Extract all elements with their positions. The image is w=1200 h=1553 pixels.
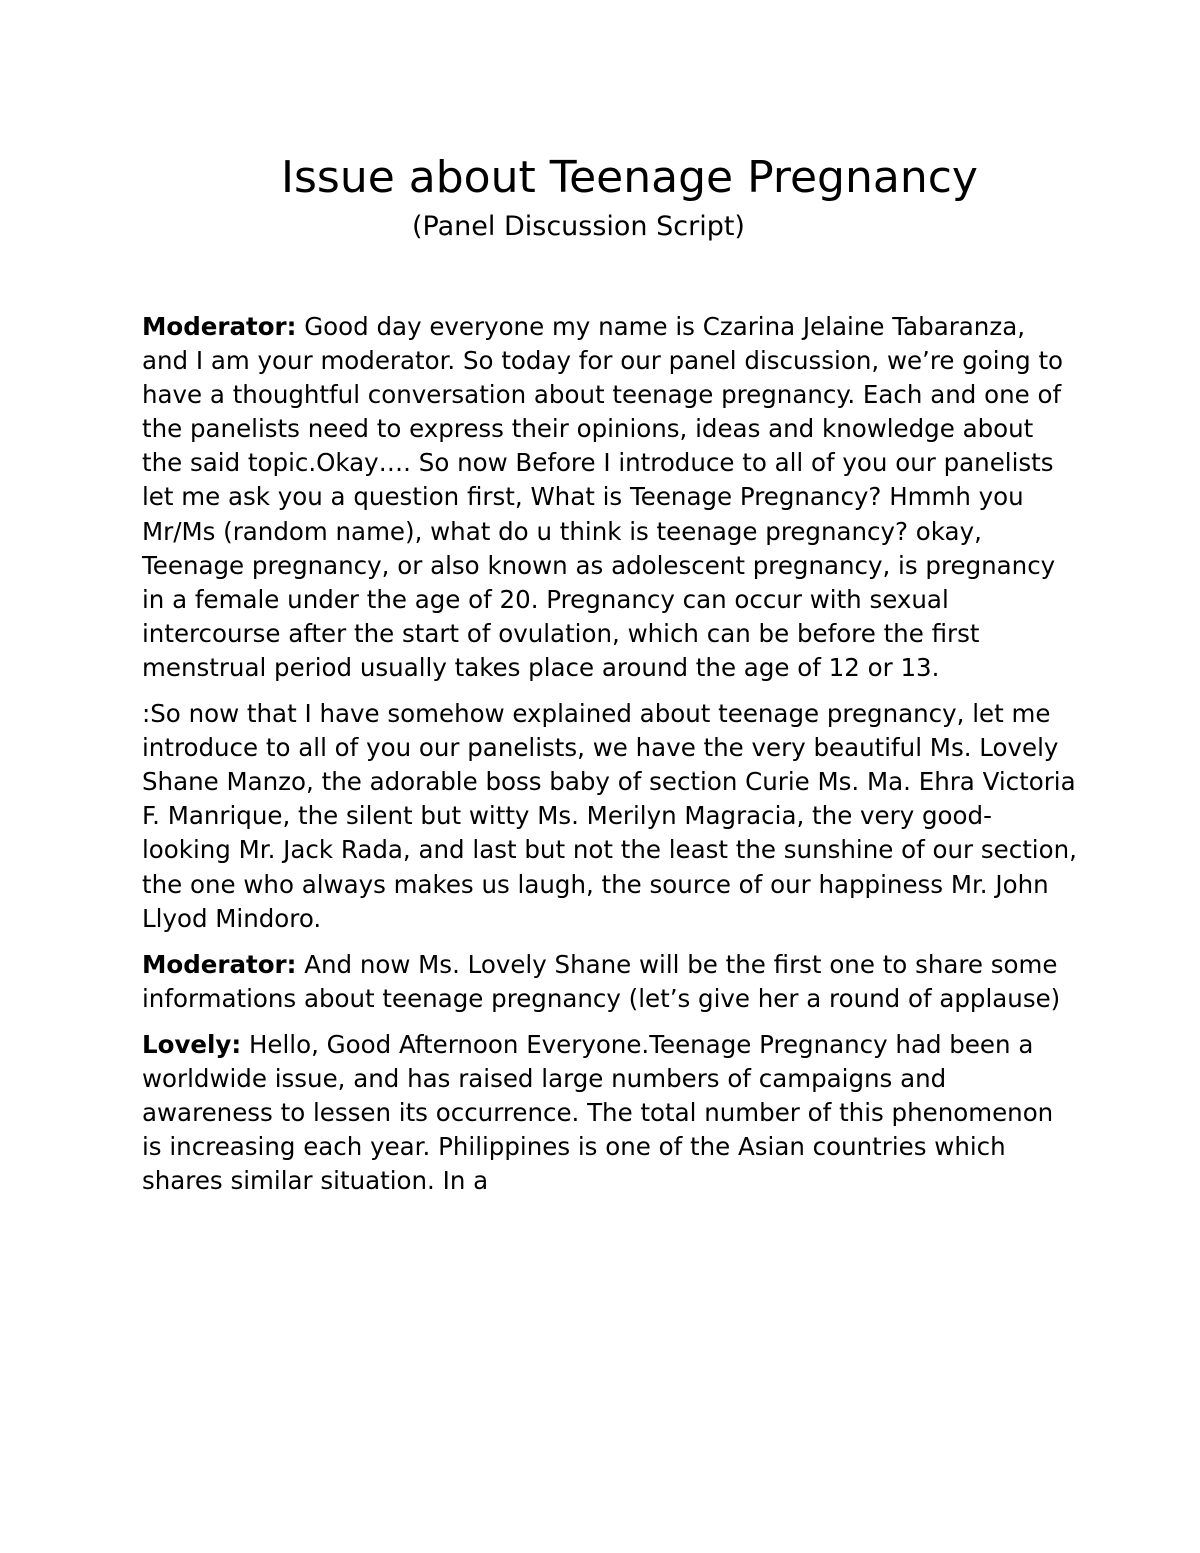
speaker-label: Moderator: xyxy=(142,312,297,341)
document-body xyxy=(142,310,1077,1210)
paragraph-moderator-handoff xyxy=(142,948,1077,1016)
paragraph-moderator-intro xyxy=(142,310,1077,685)
paragraph-lovely xyxy=(142,1028,1077,1198)
paragraph-text: Hello, Good Afternoon Everyone.Teenage Pregnancy had been a worldwide issue, and has raised large numbers of campaigns and awareness to lessen its occurrence. The total number of this phenomenon is increasing each year. Philippines is one of the Asian countries which shares similar situation. In a xyxy=(142,1029,1054,1196)
paragraph-text: And now Ms. Lovely Shane will be the first one to share some informations about teenage pregnancy (let’s give her a round of applause) xyxy=(142,949,1061,1013)
paragraph-text: :So now that I have somehow explained about teenage pregnancy, let me introduce to all of you our panelists, we have the very beautiful Ms. Lovely Shane Manzo, the adorable boss baby of section Curie Ms. Ma. Ehra Victoria F. Manrique, the silent but witty Ms. Merilyn Magracia, the very good-looking Mr. Jack Rada, and last but not the least the sunshine of our section, the one who always makes us laugh, the source of our happiness Mr. John Llyod Mindoro. xyxy=(142,699,1077,933)
document-subtitle: (Panel Discussion Script) xyxy=(412,211,745,242)
speaker-label: Moderator: xyxy=(142,949,297,979)
document-title: Issue about Teenage Pregnancy xyxy=(281,152,978,203)
paragraph-panelist-introduction xyxy=(142,697,1077,936)
speaker-label: Lovely: xyxy=(142,1029,242,1059)
paragraph-text: Good day everyone my name is Czarina Jelaine Tabaranza, and I am your moderator. So today for our panel discussion, we’re going to have a thoughtful conversation about teenage pregnancy. Each and one of the panelists need to express their opinions, ideas and knowledge about the said topic.Okay…. So now Before I introduce to all of you our panelists let me ask you a question first, What is Teenage Pregnancy? Hmmh you Mr/Ms (random name), what do u think is teenage pregnancy? okay, Teenage pregnancy, or also known as adolescent pregnancy, is pregnancy in a female under the age of 20. Pregnancy can occur with sexual intercourse after the start of ovulation, which can be before the first menstrual period usually takes place around the age of 12 or 13. xyxy=(142,312,1064,682)
